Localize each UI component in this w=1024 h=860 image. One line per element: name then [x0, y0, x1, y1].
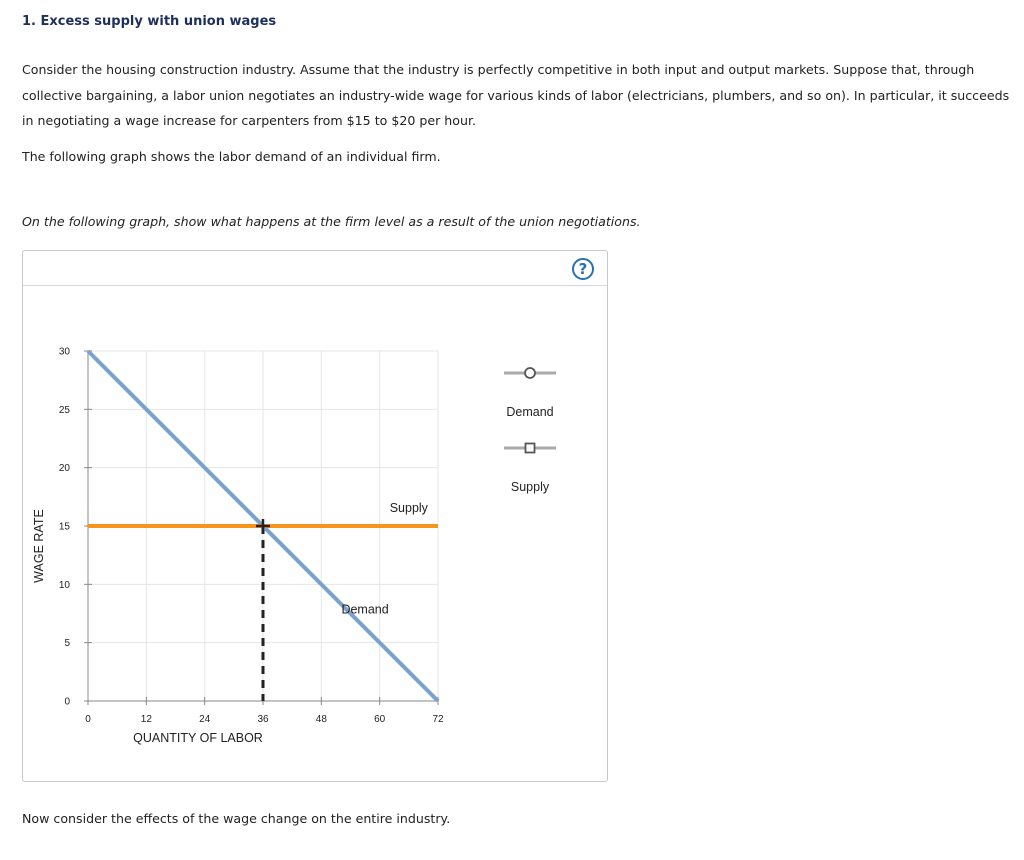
- y-axis-title: WAGE RATE: [32, 509, 46, 583]
- supply-curve-label: Supply: [389, 501, 428, 515]
- x-axis-title: QUANTITY OF LABOR: [133, 731, 263, 745]
- footer-text: Now consider the effects of the wage change on the entire industry.: [22, 811, 451, 826]
- help-icon[interactable]: ?: [572, 258, 594, 280]
- legend-demand-label: Demand: [506, 405, 554, 419]
- x-tick-label: 72: [432, 714, 444, 725]
- x-tick-label: 24: [199, 714, 211, 725]
- graph-intro-text: The following graph shows the labor demand of an individual firm.: [22, 149, 441, 164]
- demand-curve-label: Demand: [341, 602, 389, 617]
- y-tick-label: 10: [58, 579, 70, 591]
- question-paragraph: Consider the housing construction industry. Assume that the industry is perfectly competitive in both input and output markets. Suppose that, through collective bargaining, a labor union negotiates an industry-wide wage for various kinds of labor (electricians, plumbers, and so on). In particular, it succeeds in negotiating a wage increase for carpenters from $15 to $20 per hour.: [22, 62, 1010, 128]
- x-tick-label: 60: [374, 714, 386, 725]
- x-tick-label: 36: [257, 714, 269, 725]
- question-title: 1. Excess supply with union wages: [22, 14, 277, 29]
- graph-panel: [22, 250, 608, 782]
- x-tick-label: 48: [315, 714, 327, 725]
- y-tick-label: 15: [58, 521, 70, 533]
- legend-supply-marker[interactable]: [526, 444, 535, 453]
- y-tick-label: 0: [64, 696, 70, 708]
- x-tick-label: 0: [85, 714, 91, 725]
- y-tick-label: 5: [64, 638, 70, 650]
- y-tick-label: 20: [58, 463, 70, 475]
- legend-supply-label: Supply: [510, 480, 550, 494]
- y-tick-label: 25: [58, 404, 70, 416]
- y-tick-label: 30: [58, 346, 70, 358]
- graph-instruction: On the following graph, show what happens at the firm level as a result of the union negotiations.: [22, 214, 641, 229]
- x-tick-label: 12: [140, 714, 152, 725]
- legend-demand-marker[interactable]: [525, 368, 535, 378]
- labor-market-chart[interactable]: [23, 251, 607, 781]
